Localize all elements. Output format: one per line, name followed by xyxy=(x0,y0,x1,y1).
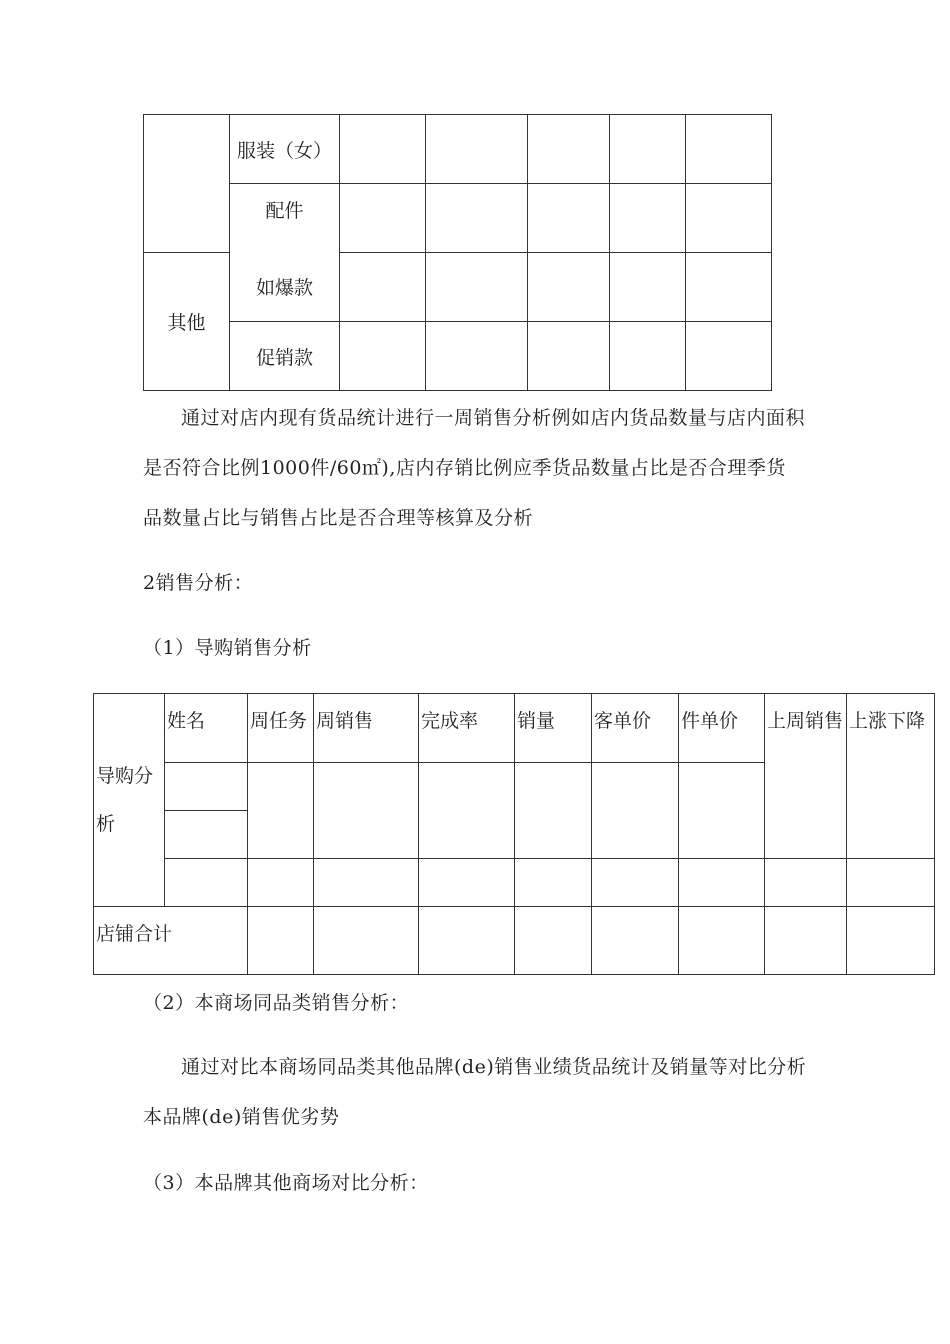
paragraph-line: 本品牌(de)销售优劣势 xyxy=(143,1106,340,1128)
row-label-clothing: 服装（女） xyxy=(230,115,340,184)
header-unit-price: 件单价 xyxy=(679,694,765,763)
header-last-week-sales: 上周销售 xyxy=(765,694,847,859)
row-label-hot-items: 如爆款 xyxy=(230,253,340,322)
subsection-heading: （2）本商场同品类销售分析： xyxy=(143,992,410,1014)
group-label-other: 其他 xyxy=(144,253,230,391)
empty-group-cell xyxy=(144,115,230,253)
paragraph-line: 通过对店内现有货品统计进行一周销售分析例如店内货品数量与店内面积 xyxy=(181,407,806,429)
header-weekly-task: 周任务 xyxy=(248,694,314,763)
row-label-accessories: 配件 xyxy=(230,184,340,253)
paragraph-line: 通过对比本商场同品类其他品牌(de)销售业绩货品统计及销量等对比分析 xyxy=(181,1056,807,1078)
paragraph-line: 是否符合比例1000件/60㎡),店内存销比例应季货品数量占比是否合理季货 xyxy=(143,457,786,479)
header-customer-price: 客单价 xyxy=(592,694,679,763)
header-weekly-sales: 周销售 xyxy=(314,694,419,763)
row-label-promo-items: 促销款 xyxy=(230,322,340,391)
paragraph-line: 品数量占比与销售占比是否合理等核算及分析 xyxy=(143,507,534,529)
sales-analysis-table xyxy=(93,693,935,975)
side-label-guide: 导购分析 xyxy=(94,694,165,907)
header-rise-fall: 上涨下降 xyxy=(847,694,935,859)
header-volume: 销量 xyxy=(515,694,592,763)
section-heading: 2销售分析： xyxy=(143,572,254,594)
subsection-heading: （3）本品牌其他商场对比分析： xyxy=(143,1172,429,1194)
store-total-label: 店铺合计 xyxy=(94,907,248,975)
header-name: 姓名 xyxy=(165,694,248,763)
subsection-heading: （1）导购销售分析 xyxy=(143,637,312,659)
header-completion-rate: 完成率 xyxy=(419,694,515,763)
inventory-table xyxy=(143,114,772,391)
